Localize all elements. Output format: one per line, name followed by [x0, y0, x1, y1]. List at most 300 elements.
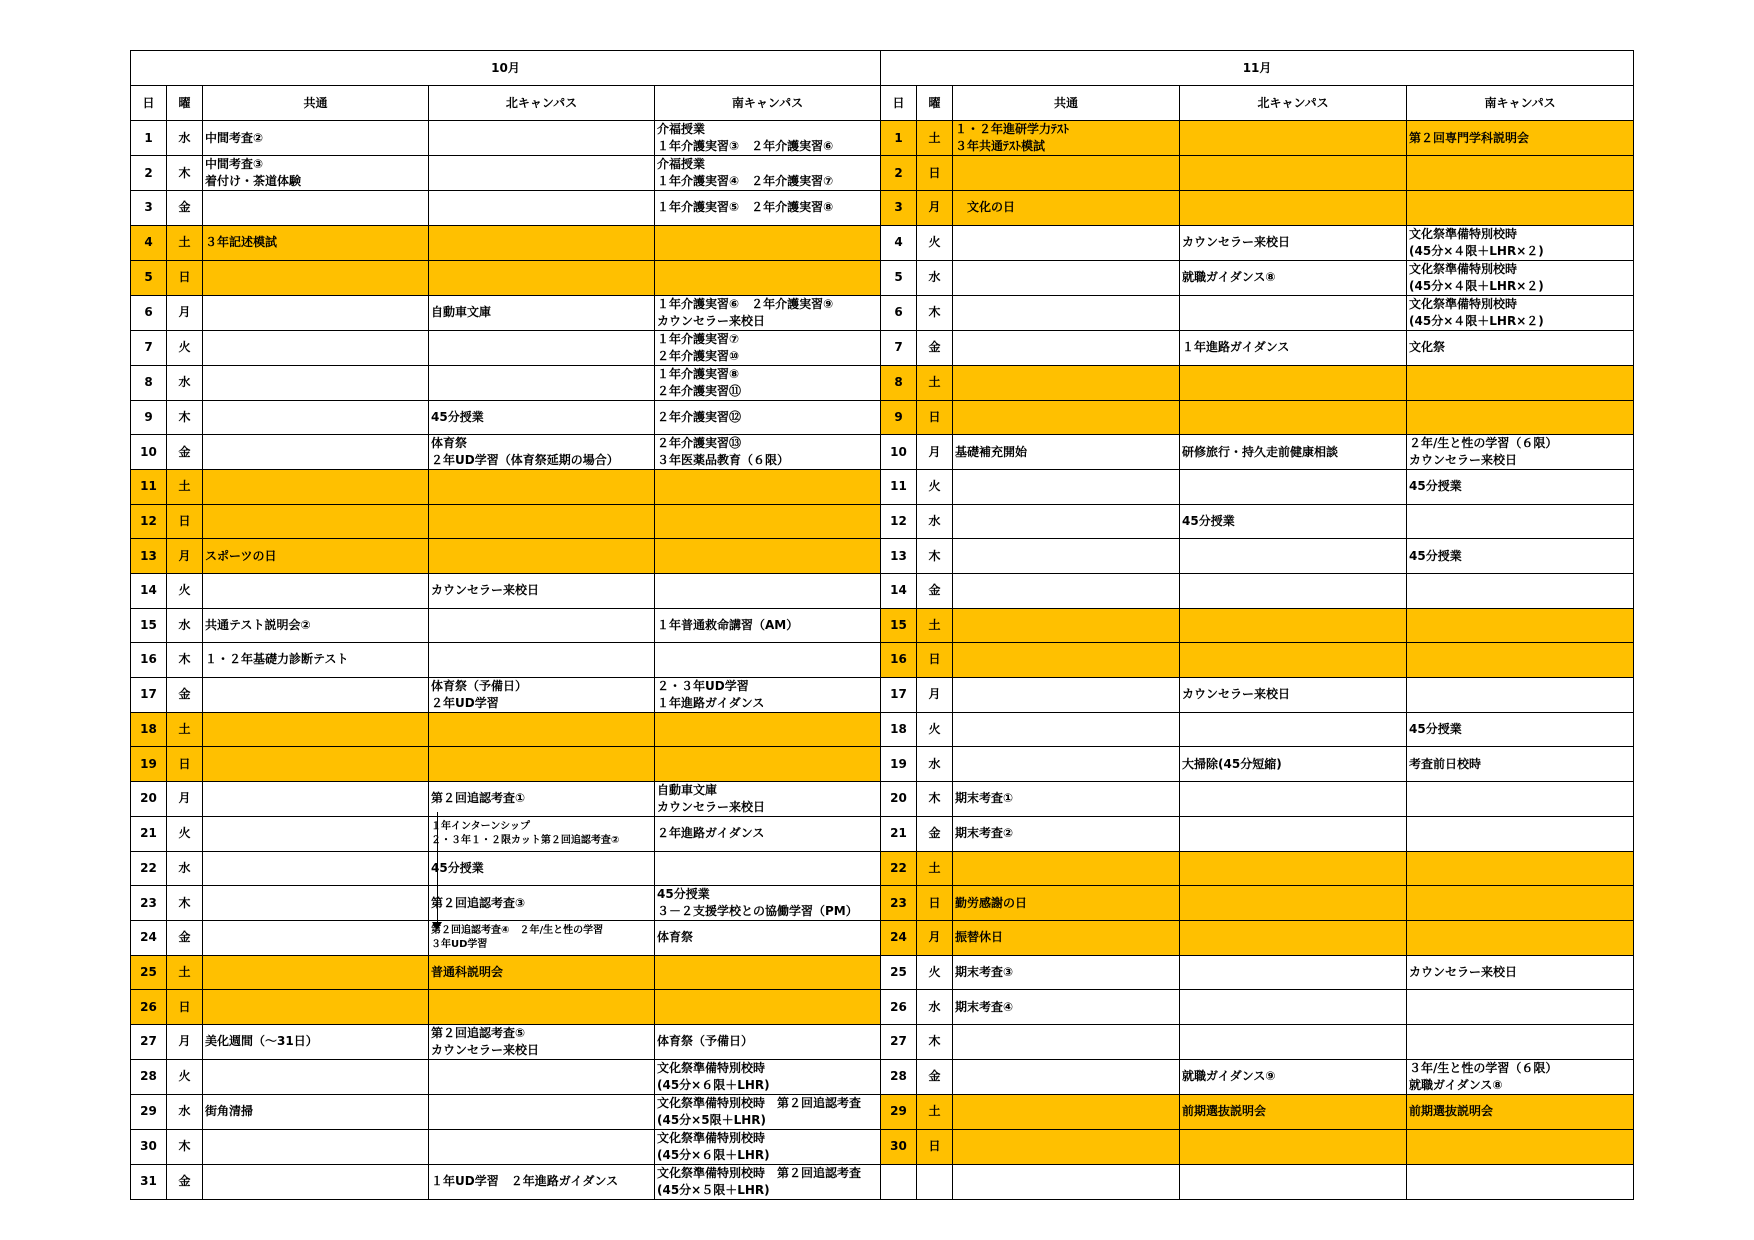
table-row	[131, 191, 1634, 226]
nov-day-cell: 29	[881, 1094, 917, 1129]
nov-weekday-cell: 土	[917, 121, 953, 156]
nov-north-cell	[1180, 470, 1407, 505]
nov-north-cell	[1180, 781, 1407, 816]
oct-day-cell: 4	[131, 225, 167, 260]
nov-south-cell	[1407, 643, 1634, 678]
oct-day-cell: 1	[131, 121, 167, 156]
oct-south-cell: 介福授業 １年介護実習③ ２年介護実習⑥	[655, 121, 881, 156]
table-row	[131, 365, 1634, 400]
oct-day-cell: 22	[131, 851, 167, 886]
nov-common-cell: 期末考査③	[953, 955, 1180, 990]
nov-north-cell	[1180, 539, 1407, 574]
oct-weekday-cell: 金	[167, 677, 203, 712]
nov-south-cell	[1407, 608, 1634, 643]
oct-south-cell	[655, 990, 881, 1025]
oct-north-cell	[429, 504, 655, 539]
nov-south-cell: 45分授業	[1407, 712, 1634, 747]
table-row	[131, 1024, 1634, 1059]
table-row	[131, 470, 1634, 505]
col-header-weekday: 曜	[917, 86, 953, 121]
nov-weekday-cell: 金	[917, 816, 953, 851]
oct-common-cell: 美化週間（～31日）	[203, 1024, 429, 1059]
nov-north-cell	[1180, 816, 1407, 851]
table-row	[131, 1129, 1634, 1164]
nov-south-cell	[1407, 816, 1634, 851]
oct-common-cell	[203, 435, 429, 470]
oct-south-cell	[655, 747, 881, 782]
table-row	[131, 990, 1634, 1025]
nov-common-cell	[953, 539, 1180, 574]
nov-north-cell	[1180, 886, 1407, 921]
nov-day-cell: 1	[881, 121, 917, 156]
nov-north-cell: 前期選抜説明会	[1180, 1094, 1407, 1129]
oct-common-cell	[203, 470, 429, 505]
oct-south-cell: 体育祭（予備日）	[655, 1024, 881, 1059]
nov-common-cell: 期末考査④	[953, 990, 1180, 1025]
oct-common-cell	[203, 330, 429, 365]
nov-day-cell: 25	[881, 955, 917, 990]
oct-north-cell	[429, 156, 655, 191]
nov-weekday-cell	[917, 1164, 953, 1199]
oct-day-cell: 6	[131, 295, 167, 330]
oct-weekday-cell: 月	[167, 295, 203, 330]
table-row	[131, 921, 1634, 956]
oct-day-cell: 5	[131, 260, 167, 295]
nov-south-cell	[1407, 677, 1634, 712]
oct-south-cell: 45分授業 ３－２支援学校との協働学習（PM）	[655, 886, 881, 921]
nov-weekday-cell: 水	[917, 990, 953, 1025]
oct-day-cell: 2	[131, 156, 167, 191]
nov-common-cell	[953, 365, 1180, 400]
nov-common-cell	[953, 330, 1180, 365]
oct-common-cell	[203, 191, 429, 226]
month-header-october: 10月	[131, 51, 881, 86]
oct-south-cell: 文化祭準備特別校時 第２回追認考査 (45分×5限＋LHR)	[655, 1094, 881, 1129]
oct-common-cell: スポーツの日	[203, 539, 429, 574]
table-row	[131, 955, 1634, 990]
oct-north-cell	[429, 330, 655, 365]
oct-weekday-cell: 金	[167, 435, 203, 470]
oct-common-cell	[203, 260, 429, 295]
nov-day-cell	[881, 1164, 917, 1199]
nov-common-cell	[953, 504, 1180, 539]
oct-weekday-cell: 木	[167, 886, 203, 921]
nov-common-cell	[953, 608, 1180, 643]
nov-north-cell: 就職ガイダンス⑨	[1180, 1059, 1407, 1094]
col-header-common: 共通	[953, 86, 1180, 121]
oct-day-cell: 16	[131, 643, 167, 678]
oct-north-cell: 45分授業	[429, 400, 655, 435]
oct-day-cell: 21	[131, 816, 167, 851]
oct-common-cell	[203, 816, 429, 851]
oct-day-cell: 27	[131, 1024, 167, 1059]
nov-day-cell: 11	[881, 470, 917, 505]
oct-south-cell: 文化祭準備特別校時 第２回追認考査 (45分×５限＋LHR)	[655, 1164, 881, 1199]
oct-day-cell: 10	[131, 435, 167, 470]
oct-weekday-cell: 水	[167, 851, 203, 886]
oct-north-cell: 第２回追認考査①	[429, 781, 655, 816]
nov-day-cell: 9	[881, 400, 917, 435]
nov-north-cell	[1180, 573, 1407, 608]
nov-south-cell	[1407, 400, 1634, 435]
nov-day-cell: 28	[881, 1059, 917, 1094]
nov-day-cell: 13	[881, 539, 917, 574]
nov-weekday-cell: 木	[917, 295, 953, 330]
oct-common-cell: 中間考査②	[203, 121, 429, 156]
nov-weekday-cell: 日	[917, 886, 953, 921]
oct-weekday-cell: 火	[167, 573, 203, 608]
nov-north-cell	[1180, 1164, 1407, 1199]
nov-weekday-cell: 土	[917, 365, 953, 400]
oct-north-cell	[429, 365, 655, 400]
oct-south-cell: 文化祭準備特別校時 (45分×６限＋LHR)	[655, 1129, 881, 1164]
oct-day-cell: 18	[131, 712, 167, 747]
oct-common-cell	[203, 921, 429, 956]
oct-common-cell	[203, 1129, 429, 1164]
nov-north-cell	[1180, 191, 1407, 226]
nov-south-cell: 考査前日校時	[1407, 747, 1634, 782]
table-row	[131, 677, 1634, 712]
oct-south-cell: ２・３年UD学習 １年進路ガイダンス	[655, 677, 881, 712]
nov-weekday-cell: 日	[917, 156, 953, 191]
nov-common-cell: 期末考査①	[953, 781, 1180, 816]
oct-weekday-cell: 日	[167, 747, 203, 782]
oct-south-cell	[655, 851, 881, 886]
oct-south-cell	[655, 225, 881, 260]
range-arrow-head	[432, 922, 442, 930]
nov-weekday-cell: 金	[917, 1059, 953, 1094]
nov-north-cell: 研修旅行・持久走前健康相談	[1180, 435, 1407, 470]
oct-south-cell: 体育祭	[655, 921, 881, 956]
nov-north-cell	[1180, 156, 1407, 191]
oct-common-cell	[203, 400, 429, 435]
nov-common-cell: １・２年進研学力ﾃｽﾄ ３年共通ﾃｽﾄ模試	[953, 121, 1180, 156]
oct-weekday-cell: 月	[167, 781, 203, 816]
oct-weekday-cell: 木	[167, 643, 203, 678]
table-row	[131, 608, 1634, 643]
nov-day-cell: 12	[881, 504, 917, 539]
nov-weekday-cell: 火	[917, 712, 953, 747]
nov-north-cell: 就職ガイダンス⑧	[1180, 260, 1407, 295]
oct-common-cell	[203, 677, 429, 712]
nov-common-cell: 期末考査②	[953, 816, 1180, 851]
nov-south-cell: 文化祭	[1407, 330, 1634, 365]
oct-weekday-cell: 木	[167, 400, 203, 435]
nov-day-cell: 8	[881, 365, 917, 400]
nov-north-cell	[1180, 712, 1407, 747]
nov-common-cell	[953, 470, 1180, 505]
nov-weekday-cell: 木	[917, 781, 953, 816]
nov-south-cell: 文化祭準備特別校時 (45分×４限＋LHR×２)	[1407, 225, 1634, 260]
nov-south-cell	[1407, 781, 1634, 816]
nov-weekday-cell: 水	[917, 504, 953, 539]
col-header-weekday: 曜	[167, 86, 203, 121]
calendar-table	[130, 50, 1634, 1200]
table-row	[131, 712, 1634, 747]
oct-day-cell: 15	[131, 608, 167, 643]
table-row	[131, 504, 1634, 539]
oct-weekday-cell: 土	[167, 712, 203, 747]
oct-north-cell	[429, 643, 655, 678]
table-row	[131, 747, 1634, 782]
nov-common-cell	[953, 677, 1180, 712]
nov-common-cell: 振替休日	[953, 921, 1180, 956]
oct-weekday-cell: 木	[167, 1129, 203, 1164]
nov-day-cell: 30	[881, 1129, 917, 1164]
oct-south-cell: １年介護実習⑥ ２年介護実習⑨ カウンセラー来校日	[655, 295, 881, 330]
nov-north-cell	[1180, 365, 1407, 400]
month-header-november: 11月	[881, 51, 1634, 86]
oct-weekday-cell: 水	[167, 121, 203, 156]
oct-common-cell	[203, 886, 429, 921]
nov-weekday-cell: 水	[917, 260, 953, 295]
oct-north-cell	[429, 470, 655, 505]
oct-north-cell: 第２回追認考査④ ２年/生と性の学習 ３年UD学習	[429, 921, 655, 956]
oct-day-cell: 24	[131, 921, 167, 956]
nov-weekday-cell: 土	[917, 1094, 953, 1129]
nov-south-cell: ２年/生と性の学習（６限） カウンセラー来校日	[1407, 435, 1634, 470]
nov-weekday-cell: 月	[917, 677, 953, 712]
oct-weekday-cell: 水	[167, 365, 203, 400]
oct-day-cell: 17	[131, 677, 167, 712]
oct-north-cell	[429, 1059, 655, 1094]
nov-day-cell: 23	[881, 886, 917, 921]
nov-day-cell: 7	[881, 330, 917, 365]
nov-common-cell	[953, 225, 1180, 260]
oct-weekday-cell: 日	[167, 990, 203, 1025]
oct-weekday-cell: 土	[167, 955, 203, 990]
oct-south-cell: 介福授業 １年介護実習④ ２年介護実習⑦	[655, 156, 881, 191]
oct-day-cell: 3	[131, 191, 167, 226]
oct-north-cell: 普通科説明会	[429, 955, 655, 990]
oct-day-cell: 13	[131, 539, 167, 574]
oct-weekday-cell: 火	[167, 330, 203, 365]
col-header-day: 日	[131, 86, 167, 121]
oct-day-cell: 29	[131, 1094, 167, 1129]
oct-south-cell: ２年介護実習⑬ ３年医薬品教育（６限）	[655, 435, 881, 470]
table-row	[131, 816, 1634, 851]
nov-south-cell: ３年/生と性の学習（６限） 就職ガイダンス⑧	[1407, 1059, 1634, 1094]
oct-day-cell: 25	[131, 955, 167, 990]
nov-weekday-cell: 金	[917, 330, 953, 365]
oct-common-cell	[203, 781, 429, 816]
nov-south-cell	[1407, 365, 1634, 400]
oct-south-cell: １年介護実習⑧ ２年介護実習⑪	[655, 365, 881, 400]
nov-south-cell	[1407, 191, 1634, 226]
nov-south-cell: 第２回専門学科説明会	[1407, 121, 1634, 156]
oct-common-cell	[203, 1164, 429, 1199]
oct-north-cell	[429, 260, 655, 295]
nov-day-cell: 16	[881, 643, 917, 678]
nov-day-cell: 15	[881, 608, 917, 643]
table-row	[131, 1164, 1634, 1199]
oct-common-cell	[203, 747, 429, 782]
oct-south-cell: ２年介護実習⑫	[655, 400, 881, 435]
table-row	[131, 1094, 1634, 1129]
oct-common-cell: 街角清掃	[203, 1094, 429, 1129]
oct-north-cell	[429, 539, 655, 574]
oct-day-cell: 30	[131, 1129, 167, 1164]
oct-common-cell	[203, 365, 429, 400]
table-row	[131, 539, 1634, 574]
nov-common-cell: 勤労感謝の日	[953, 886, 1180, 921]
nov-common-cell	[953, 573, 1180, 608]
nov-south-cell: 文化祭準備特別校時 (45分×４限＋LHR×２)	[1407, 260, 1634, 295]
oct-weekday-cell: 金	[167, 191, 203, 226]
table-row	[131, 851, 1634, 886]
nov-day-cell: 5	[881, 260, 917, 295]
nov-day-cell: 22	[881, 851, 917, 886]
oct-weekday-cell: 日	[167, 260, 203, 295]
nov-common-cell: 基礎補充開始	[953, 435, 1180, 470]
oct-day-cell: 8	[131, 365, 167, 400]
nov-day-cell: 18	[881, 712, 917, 747]
nov-north-cell: 大掃除(45分短縮)	[1180, 747, 1407, 782]
nov-common-cell	[953, 156, 1180, 191]
oct-day-cell: 28	[131, 1059, 167, 1094]
oct-south-cell: 自動車文庫 カウンセラー来校日	[655, 781, 881, 816]
table-row	[131, 260, 1634, 295]
nov-common-cell	[953, 643, 1180, 678]
col-header-north: 北キャンパス	[429, 86, 655, 121]
oct-south-cell: 文化祭準備特別校時 (45分×６限＋LHR)	[655, 1059, 881, 1094]
oct-south-cell	[655, 955, 881, 990]
table-row	[131, 330, 1634, 365]
oct-weekday-cell: 水	[167, 1094, 203, 1129]
oct-south-cell: １年介護実習⑦ ２年介護実習⑩	[655, 330, 881, 365]
oct-weekday-cell: 木	[167, 156, 203, 191]
oct-common-cell	[203, 295, 429, 330]
nov-common-cell	[953, 1094, 1180, 1129]
nov-day-cell: 4	[881, 225, 917, 260]
nov-weekday-cell: 日	[917, 1129, 953, 1164]
oct-day-cell: 19	[131, 747, 167, 782]
nov-day-cell: 2	[881, 156, 917, 191]
nov-south-cell	[1407, 156, 1634, 191]
oct-day-cell: 20	[131, 781, 167, 816]
oct-north-cell	[429, 191, 655, 226]
oct-weekday-cell: 金	[167, 1164, 203, 1199]
nov-weekday-cell: 木	[917, 539, 953, 574]
nov-common-cell	[953, 1129, 1180, 1164]
nov-north-cell: カウンセラー来校日	[1180, 677, 1407, 712]
nov-weekday-cell: 火	[917, 955, 953, 990]
nov-common-cell	[953, 295, 1180, 330]
oct-north-cell: 自動車文庫	[429, 295, 655, 330]
oct-south-cell	[655, 643, 881, 678]
nov-north-cell	[1180, 990, 1407, 1025]
nov-north-cell: 45分授業	[1180, 504, 1407, 539]
oct-day-cell: 26	[131, 990, 167, 1025]
nov-south-cell: カウンセラー来校日	[1407, 955, 1634, 990]
nov-common-cell	[953, 712, 1180, 747]
oct-south-cell: １年介護実習⑤ ２年介護実習⑧	[655, 191, 881, 226]
oct-north-cell: 体育祭（予備日） ２年UD学習	[429, 677, 655, 712]
nov-north-cell	[1180, 400, 1407, 435]
oct-south-cell	[655, 260, 881, 295]
nov-common-cell	[953, 260, 1180, 295]
oct-north-cell	[429, 1094, 655, 1129]
nov-south-cell: 45分授業	[1407, 539, 1634, 574]
nov-south-cell: 45分授業	[1407, 470, 1634, 505]
table-row	[131, 225, 1634, 260]
oct-common-cell	[203, 504, 429, 539]
nov-north-cell	[1180, 608, 1407, 643]
oct-north-cell: カウンセラー来校日	[429, 573, 655, 608]
oct-common-cell	[203, 990, 429, 1025]
oct-weekday-cell: 火	[167, 1059, 203, 1094]
nov-day-cell: 26	[881, 990, 917, 1025]
col-header-day: 日	[881, 86, 917, 121]
oct-weekday-cell: 金	[167, 921, 203, 956]
nov-south-cell	[1407, 851, 1634, 886]
oct-weekday-cell: 土	[167, 470, 203, 505]
nov-day-cell: 20	[881, 781, 917, 816]
nov-south-cell	[1407, 1024, 1634, 1059]
nov-north-cell: １年進路ガイダンス	[1180, 330, 1407, 365]
oct-north-cell: 第２回追認考査⑤ カウンセラー来校日	[429, 1024, 655, 1059]
oct-north-cell	[429, 990, 655, 1025]
nov-common-cell	[953, 1164, 1180, 1199]
oct-north-cell: 45分授業	[429, 851, 655, 886]
table-row	[131, 1059, 1634, 1094]
nov-weekday-cell: 日	[917, 643, 953, 678]
nov-north-cell	[1180, 921, 1407, 956]
nov-weekday-cell: 木	[917, 1024, 953, 1059]
oct-north-cell	[429, 121, 655, 156]
oct-common-cell: １・２年基礎力診断テスト	[203, 643, 429, 678]
oct-weekday-cell: 日	[167, 504, 203, 539]
nov-south-cell: 文化祭準備特別校時 (45分×４限＋LHR×２)	[1407, 295, 1634, 330]
nov-day-cell: 21	[881, 816, 917, 851]
col-header-common: 共通	[203, 86, 429, 121]
nov-day-cell: 24	[881, 921, 917, 956]
oct-day-cell: 31	[131, 1164, 167, 1199]
oct-common-cell: 共通テスト説明会②	[203, 608, 429, 643]
oct-common-cell	[203, 573, 429, 608]
oct-common-cell	[203, 712, 429, 747]
oct-day-cell: 14	[131, 573, 167, 608]
oct-south-cell	[655, 504, 881, 539]
table-row	[131, 156, 1634, 191]
oct-south-cell	[655, 539, 881, 574]
oct-weekday-cell: 火	[167, 816, 203, 851]
table-row	[131, 435, 1634, 470]
nov-day-cell: 6	[881, 295, 917, 330]
nov-common-cell	[953, 1059, 1180, 1094]
oct-south-cell	[655, 573, 881, 608]
nov-weekday-cell: 火	[917, 470, 953, 505]
oct-south-cell: ２年進路ガイダンス	[655, 816, 881, 851]
nov-weekday-cell: 水	[917, 747, 953, 782]
nov-weekday-cell: 土	[917, 608, 953, 643]
oct-north-cell	[429, 747, 655, 782]
nov-weekday-cell: 火	[917, 225, 953, 260]
nov-common-cell	[953, 747, 1180, 782]
nov-north-cell: カウンセラー来校日	[1180, 225, 1407, 260]
col-header-north: 北キャンパス	[1180, 86, 1407, 121]
nov-common-cell	[953, 400, 1180, 435]
oct-weekday-cell: 土	[167, 225, 203, 260]
oct-weekday-cell: 月	[167, 1024, 203, 1059]
nov-south-cell	[1407, 1164, 1634, 1199]
nov-south-cell	[1407, 573, 1634, 608]
oct-north-cell: １年UD学習 ２年進路ガイダンス	[429, 1164, 655, 1199]
oct-day-cell: 23	[131, 886, 167, 921]
nov-weekday-cell: 月	[917, 191, 953, 226]
nov-common-cell: 文化の日	[953, 191, 1180, 226]
nov-north-cell	[1180, 643, 1407, 678]
